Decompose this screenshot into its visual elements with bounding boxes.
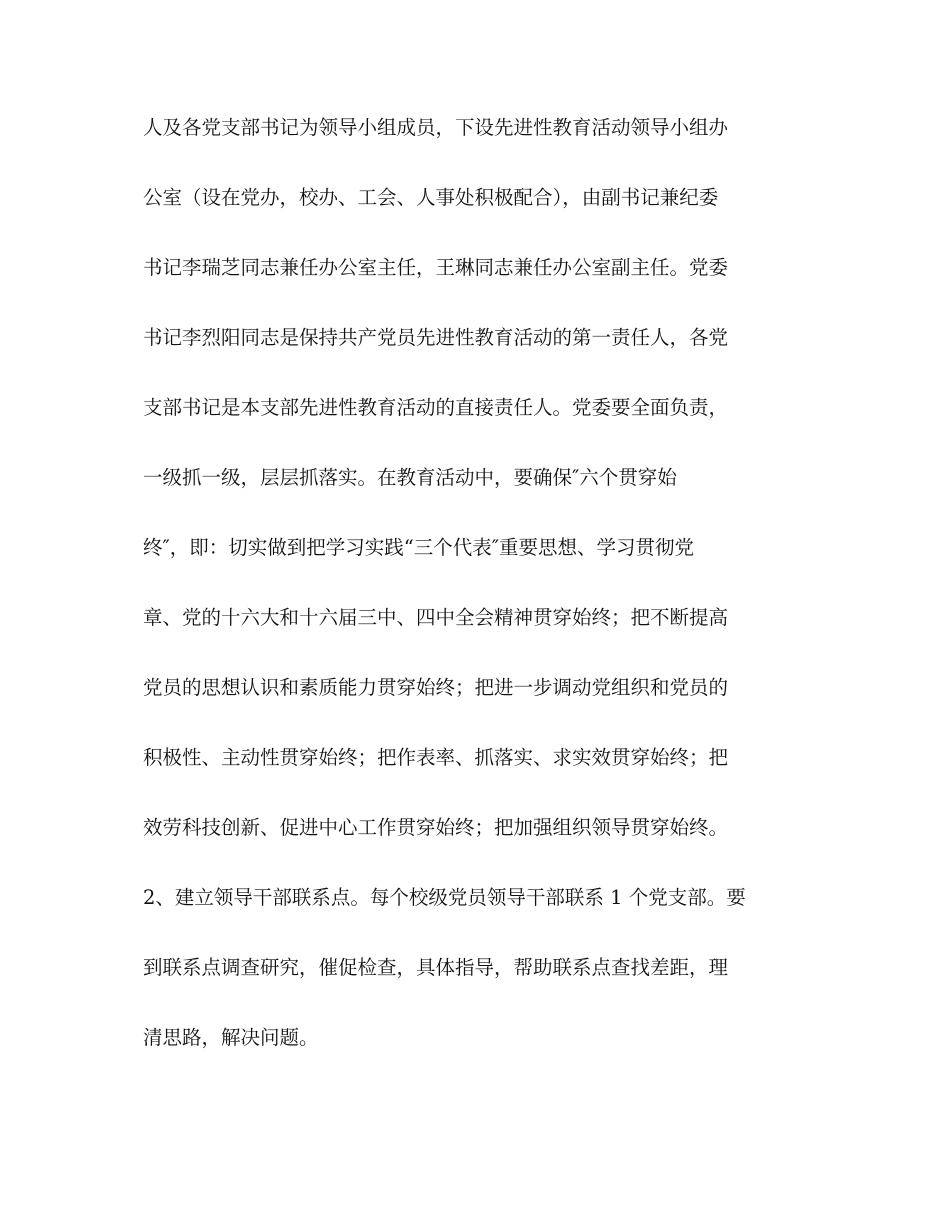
text-line: 书记李烈阳同志是保持共产党员先进性教育活动的第一责任人，各党	[143, 326, 729, 349]
text-line: 积极性、主动性贯穿始终；把作表率、抓落实、求实效贯穿始终；把	[143, 746, 729, 769]
text-line: 党员的思想认识和素质能力贯穿始终；把进一步调动党组织和党员的	[143, 676, 729, 699]
document-body	[143, 114, 823, 1094]
text-line: 章、党的十六大和十六届三中、四中全会精神贯穿始终；把不断提高	[143, 606, 729, 629]
text-line: 终″，即：切实做到把学习实践“三个代表″重要思想、学习贯彻党	[143, 536, 695, 559]
text-line: 书记李瑞芝同志兼任办公室主任，王琳同志兼任办公室副主任。党委	[143, 256, 729, 279]
text-line: 2、建立领导干部联系点。每个校级党员领导干部联系 1 个党支部。要	[143, 886, 746, 909]
text-line: 公室（设在党办，校办、工会、人事处积极配合），由副书记兼纪委	[143, 186, 719, 209]
text-line: 效劳科技创新、促进中心工作贯穿始终；把加强组织领导贯穿始终。	[143, 816, 729, 839]
text-line: 一级抓一级，层层抓落实。在教育活动中，要确保″六个贯穿始	[143, 466, 677, 489]
text-line: 到联系点调查研究，催促检查，具体指导，帮助联系点查找差距，理	[143, 956, 729, 979]
text-line: 清思路，解决问题。	[143, 1026, 319, 1049]
text-line: 人及各党支部书记为领导小组成员，下设先进性教育活动领导小组办	[143, 116, 729, 139]
text-line: 支部书记是本支部先进性教育活动的直接责任人。党委要全面负责，	[143, 396, 729, 419]
